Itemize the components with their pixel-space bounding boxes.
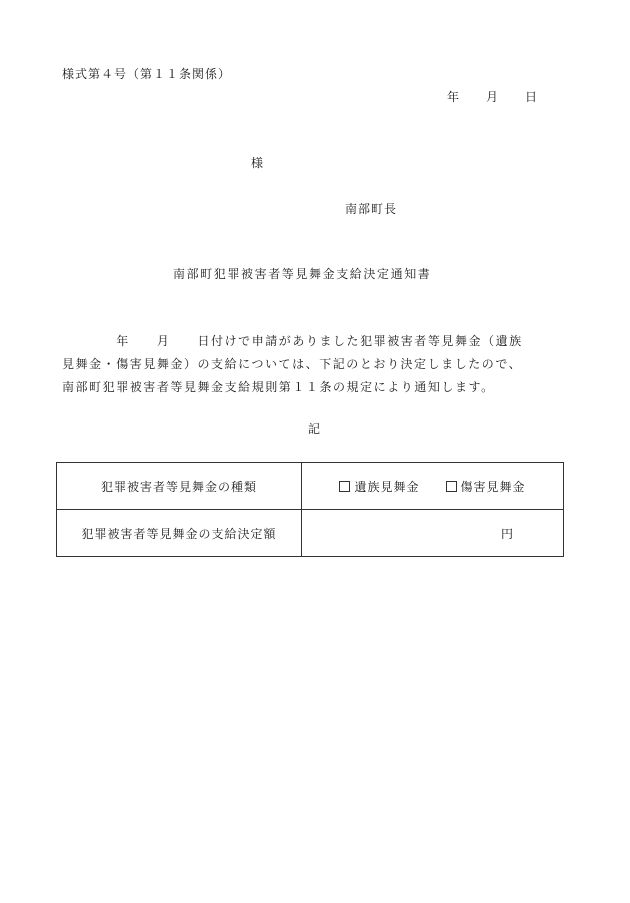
details-table (56, 462, 564, 557)
amount-label: 犯罪被害者等見舞金の支給決定額 (57, 510, 302, 557)
amount-cell (302, 510, 564, 557)
table-row (57, 463, 564, 510)
addressee: 様 (251, 156, 265, 170)
sender: 南部町長 (345, 202, 398, 216)
body-text-line: 見舞金・傷害見舞金）の支給については、下記のとおり決定しましたので、 (62, 357, 523, 371)
yen-unit: 円 (500, 526, 514, 541)
form-number: 様式第４号（第１１条関係） (62, 67, 232, 81)
option-bereaved[interactable] (339, 478, 419, 495)
document-title: 南部町犯罪被害者等見舞金支給決定通知書 (173, 267, 432, 281)
type-options (302, 463, 564, 510)
ki-heading: 記 (308, 422, 322, 436)
option-label: 遺族見舞金 (354, 479, 420, 494)
checkbox-icon[interactable] (446, 481, 457, 492)
option-injury[interactable] (446, 478, 526, 495)
body-text-line: 年 月 日付けで申請がありました犯罪被害者等見舞金（遺族 (62, 334, 523, 348)
checkbox-icon[interactable] (339, 481, 350, 492)
date-line: 年 月 日 (447, 90, 539, 104)
body-text-line: 南部町犯罪被害者等見舞金支給規則第１１条の規定により通知します。 (62, 380, 495, 394)
table-row (57, 510, 564, 557)
type-label: 犯罪被害者等見舞金の種類 (57, 463, 302, 510)
option-label: 傷害見舞金 (460, 479, 526, 494)
